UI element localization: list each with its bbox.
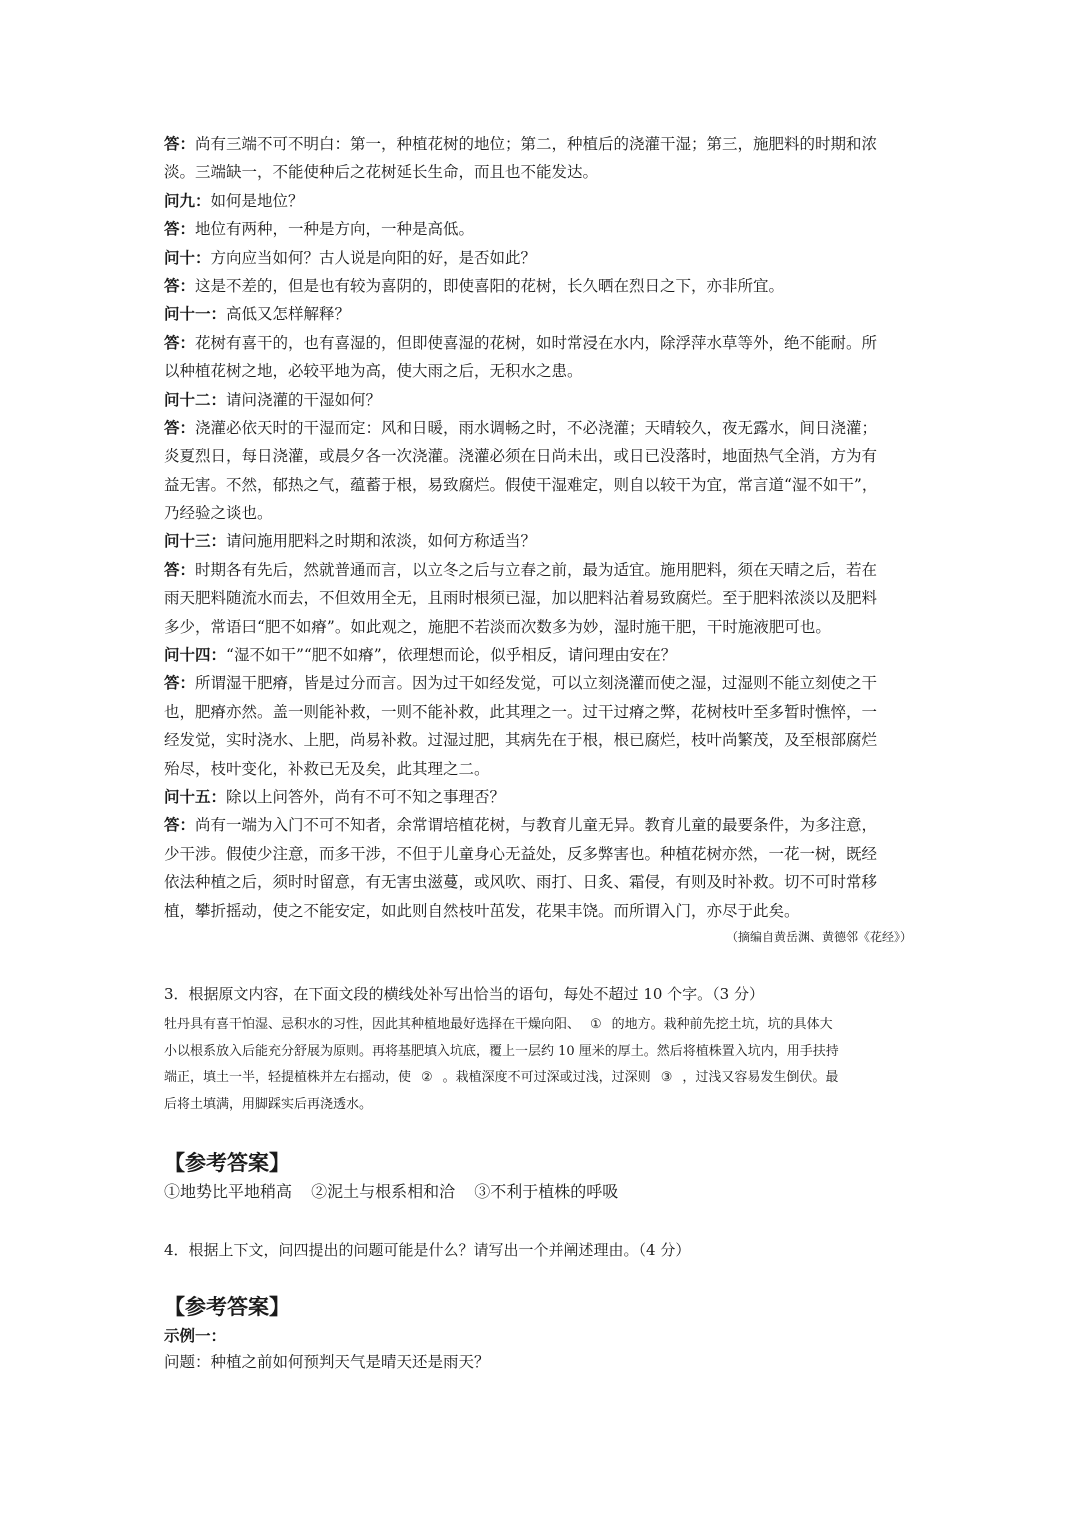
qa-text: 少干涉。假使少注意，而多干涉，不但于儿童身心无益处，反多弊害也。种植花树亦然，一花一树，既经	[164, 844, 878, 863]
qa-text: 地位有两种，一种是方向，一种是高低。	[195, 220, 475, 239]
answer-item: ③不利于植株的呼吸	[474, 1182, 619, 1201]
passage-line	[164, 272, 924, 300]
qa-text: 淡。三端缺一，不能使种后之花树延长生命，而且也不能发达。	[164, 163, 599, 182]
qa-text: 请问施用肥料之时期和浓淡，如何方称适当？	[226, 532, 537, 551]
passage-line	[164, 584, 924, 612]
qa-text: 也，肥瘠亦然。盖一则能补救，一则不能补救，此其理之一。过干过瘠之弊，花树枝叶至多暂时憔悴，一	[164, 702, 878, 721]
question-3-title: 3．根据原文内容，在下面文段的横线处补写出恰当的语句，每处不超过 10 个字。（3 分）	[164, 985, 764, 1003]
qa-label: 问十三：	[164, 531, 227, 551]
qa-text: 以种植花树之地，必较平地为高，使大雨之后，无积水之患。	[164, 362, 583, 381]
qa-text: “湿不如干”“肥不如瘠”，依理想而论，似乎相反，请问理由安在？	[226, 646, 677, 665]
passage-line	[164, 215, 924, 243]
qa-text: 殆尽，枝叶变化，补救已无及矣，此其理之二。	[164, 759, 490, 778]
qa-label: 答：	[164, 673, 196, 693]
passage-segment: 小以根系放入后能充分舒展为原则。再将基肥填入坑底，覆上一层约 10 厘米的厚土。然后将植株置入坑内，用手扶持	[164, 1043, 839, 1059]
question-3-answers	[164, 1180, 632, 1204]
passage-line	[164, 471, 924, 499]
qa-text: 炎夏烈日，每日浇灌，或晨夕各一次浇灌。浇灌必须在日尚未出，或日已没落时，地面热气全消，方为有	[164, 447, 878, 466]
passage-line	[164, 755, 924, 783]
qa-label: 答：	[164, 275, 196, 295]
blank-marker: ②	[421, 1070, 433, 1085]
passage-line	[164, 357, 924, 385]
qa-text: 花树有喜干的，也有喜湿的，但即使喜湿的花树，如时常浸在水内，除浮萍水草等外，绝不能耐。所	[195, 333, 878, 352]
qa-text: 所谓湿干肥瘠，皆是过分而言。因为过干如经发觉，可以立刻浇灌而使之湿，过湿则不能立刻使之干	[195, 674, 878, 693]
qa-text: 如何是地位？	[210, 191, 304, 210]
qa-text: 乃经验之谈也。	[164, 504, 273, 523]
qa-text: 方向应当如何？古人说是向阳的好，是否如此？	[210, 248, 537, 267]
question-3-line	[164, 1092, 924, 1119]
passage-line	[164, 698, 924, 726]
qa-label: 答：	[164, 417, 196, 437]
source-citation: （摘编自黄岳渊、黄德邻《花经》）	[725, 930, 912, 944]
qa-text: 益无害。不然，郁热之气，蕴蓄于根，易致腐烂。假使干湿难定，则自以较干为宜，常言道“湿不如干”，	[164, 475, 878, 494]
qa-label: 问九：	[164, 190, 211, 210]
passage-line	[164, 783, 924, 811]
passage-line	[164, 158, 924, 186]
qa-text: 除以上问答外，尚有不可不知之事理否？	[226, 787, 506, 806]
qa-label: 答：	[164, 332, 196, 352]
qa-text: 依法种植之后，须时时留意，有无害虫滋蔓，或风吹、雨打、日炙、霜侵，有则及时补救。切不可时常移	[164, 873, 878, 892]
question-3-line	[164, 1012, 924, 1039]
passage-line	[164, 414, 924, 442]
qa-label: 问十五：	[164, 786, 227, 806]
passage-line	[164, 386, 924, 414]
passage-segment: 牡丹具有喜干怕湿、忌积水的习性，因此其种植地最好选择在干燥向阳、	[164, 1017, 581, 1032]
passage-line	[164, 868, 924, 896]
passage-segment: 后将土填满，用脚踩实后再浇透水。	[164, 1096, 373, 1112]
answer-item: ①地势比平地稍高	[164, 1182, 293, 1201]
qa-label: 答：	[164, 559, 196, 579]
passage-line	[164, 527, 924, 555]
example-question: 问题：种植之前如何预判天气是晴天还是雨天？	[164, 1353, 490, 1371]
passage-line	[164, 613, 924, 641]
passage-line	[164, 442, 924, 470]
question-3-line	[164, 1065, 924, 1092]
qa-text: 经发觉，实时浇水、上肥，尚易补救。过湿过肥，其病先在于根，根已腐烂，枝叶尚繁茂，及至根部腐烂	[164, 731, 878, 750]
passage-line	[164, 811, 924, 839]
qa-label: 问十一：	[164, 304, 227, 324]
passage-line	[164, 556, 924, 584]
example-label: 示例一：	[164, 1326, 227, 1345]
qa-text: 时期各有先后，然就普通而言，以立冬之后与立春之前，最为适宜。施用肥料，须在天晴之后，若在	[195, 560, 878, 579]
qa-text: 尚有三端不可不明白：第一，种植花树的地位；第二，种植后的浇灌干湿；第三，施肥料的时期和浓	[195, 135, 878, 153]
qa-text: 这是不差的，但是也有较为喜阴的，即使喜阳的花树，长久晒在烈日之下，亦非所宜。	[195, 276, 785, 295]
answer-item: ②泥土与根系相和洽	[311, 1182, 456, 1201]
passage-segment: 端正，填土一半，轻提植株并左右摇动，使	[164, 1070, 412, 1085]
blank-marker: ①	[590, 1017, 602, 1032]
qa-label: 问十四：	[164, 645, 227, 665]
qa-text: 高低又怎样解释？	[226, 305, 351, 324]
passage-segment: 的地方。栽种前先挖土坑，坑的具体大	[611, 1017, 833, 1032]
passage-line	[164, 499, 924, 527]
reference-answer-heading: 【参考答案】	[164, 1150, 290, 1175]
qa-label: 答：	[164, 219, 196, 239]
passage-line	[164, 244, 924, 272]
qa-text: 请问浇灌的干湿如何？	[226, 390, 382, 409]
passage-segment: ，过浅又容易发生倒伏。最	[682, 1070, 839, 1085]
qa-label: 问十：	[164, 247, 211, 267]
passage-line	[164, 187, 924, 215]
qa-label: 答：	[164, 134, 196, 153]
passage-line	[164, 130, 924, 158]
passage-line	[164, 329, 924, 357]
question-3-passage	[164, 1012, 924, 1118]
blank-marker: ③	[660, 1070, 673, 1085]
qa-text: 多少，常语曰“肥不如瘠”。如此观之，施肥不若淡而次数多为妙，湿时施干肥，干时施液肥可也。	[164, 617, 831, 636]
qa-text: 尚有一端为入门不可不知者，余常谓培植花树，与教育儿童无异。教育儿童的最要条件，为多注意，	[195, 816, 878, 835]
passage-line	[164, 897, 924, 925]
qa-label: 问十二：	[164, 389, 227, 409]
question-3-line	[164, 1039, 924, 1066]
passage-line	[164, 300, 924, 328]
qa-text: 植，攀折摇动，使之不能安定，如此则自然枝叶茁发，花果丰饶。而所谓入门，亦尽于此矣。	[164, 901, 800, 920]
question-4-title: 4．根据上下文，问四提出的问题可能是什么？请写出一个并阐述理由。（4 分）	[164, 1241, 691, 1259]
qa-label: 答：	[164, 815, 196, 835]
reference-answer-heading: 【参考答案】	[164, 1294, 290, 1319]
passage-line	[164, 840, 924, 868]
passage-line	[164, 669, 924, 697]
passage-line	[164, 641, 924, 669]
qa-text: 雨天肥料随流水而去，不但效用全无，且雨时根须已湿，加以肥料沾着易致腐烂。至于肥料浓淡以及肥料	[164, 589, 878, 608]
passage-segment: 。栽植深度不可过深或过浅，过深则	[442, 1070, 651, 1085]
passage-line	[164, 726, 924, 754]
qa-passage	[164, 130, 924, 925]
qa-text: 浇灌必依天时的干湿而定：风和日暖，雨水调畅之时，不必浇灌；天晴较久，夜无露水，间日浇灌；	[195, 418, 878, 437]
